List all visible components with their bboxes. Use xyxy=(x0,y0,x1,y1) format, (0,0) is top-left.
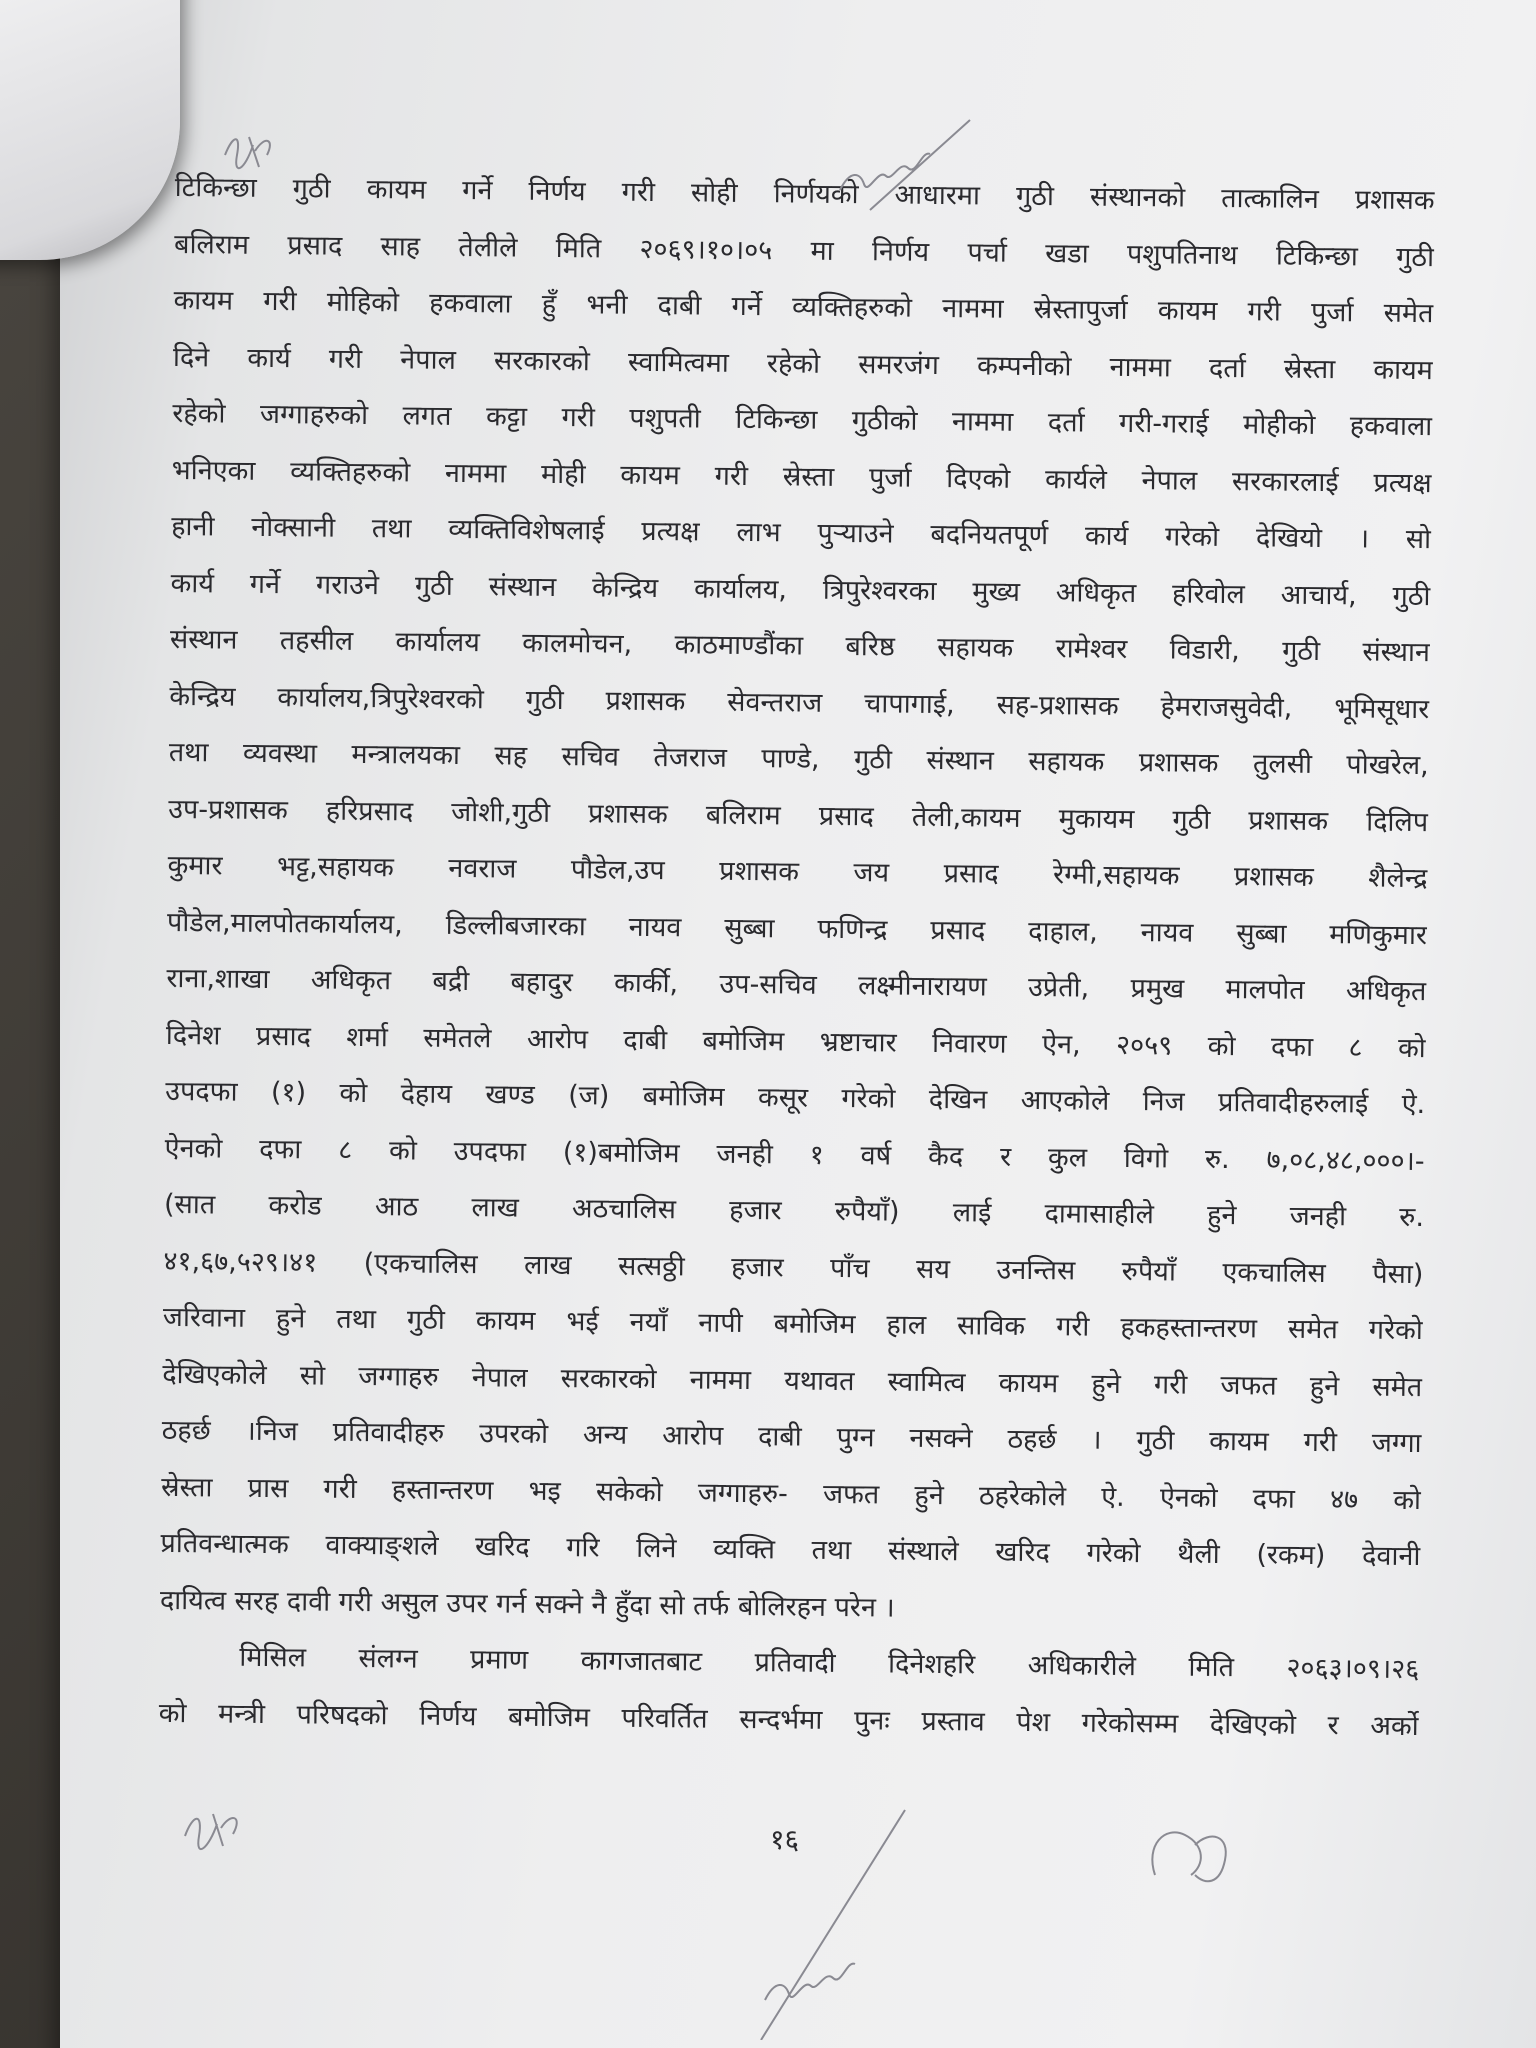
text-line: उप-प्रशासक हरिप्रसाद जोशी,गुठी प्रशासक बलिराम प्रसाद तेली,कायम मुकायम गुठी प्रशासक दिलिप xyxy=(168,793,1429,838)
text-line: राना,शाखा अधिकृत बद्री बहादुर कार्की, उप-सचिव लक्ष्मीनारायण उप्रेती, प्रमुख मालपोत अधिकृत xyxy=(166,962,1427,1008)
text-line: मिसिल संलग्न प्रमाण कागजातबाट प्रतिवादी दिनेशहरि अधिकारीले मिति २०६३।०९।२६ xyxy=(239,1641,1420,1686)
text-line: कायम गरी मोहिको हकवाला हुँ भनी दाबी गर्ने व्यक्तिहरुको नाममा स्रेस्तापुर्जा कायम गरी पुर्जा समेत xyxy=(173,284,1434,330)
text-line: बलिराम प्रसाद साह तेलीले मिति २०६९।१०।०५ मा निर्णय पर्चा खडा पशुपतिनाथ टिकिन्छा गुठी xyxy=(173,228,1435,273)
text-line: संस्थान तहसील कार्यालय कालमोचन, काठमाण्डौंका बरिष्ठ सहायक रामेश्वर विडारी, गुठी संस्थान xyxy=(169,623,1431,669)
text-line: टिकिन्छा गुठी कायम गर्ने निर्णय गरी सोही निर्णयको आधारमा गुठी संस्थानको तात्कालिन प्रशासक xyxy=(174,171,1435,217)
text-line: (सात करोड आठ लाख अठचालिस हजार रुपैयाँ) लाई दामासाहीले हुने जनही रु. xyxy=(163,1188,1425,1234)
text-line: तथा व्यवस्था मन्त्रालयका सह सचिव तेजराज पाण्डे, गुठी संस्थान सहायक प्रशासक तुलसी पोखरेल, xyxy=(168,736,1429,782)
text-line: प्रतिवन्धात्मक वाक्याङ्शले खरिद गरि लिने व्यक्ति तथा संस्थाले खरिद गरेको थैली (रकम) देवानी xyxy=(160,1527,1421,1573)
text-line: पौडेल,मालपोतकार्यालय, डिल्लीबजारका नायव सुब्बा फणिन्द्र प्रसाद दाहाल, नायव सुब्बा मणिकुमार xyxy=(166,906,1428,951)
text-line: दिनेश प्रसाद शर्मा समेतले आरोप दाबी बमोजिम भ्रष्टाचार निवारण ऐन, २०५९ को दफा ८ को xyxy=(165,1019,1426,1064)
text-line: कुमार भट्ट,सहायक नवराज पौडेल,उप प्रशासक जय प्रसाद रेग्मी,सहायक प्रशासक शैलेन्द्र xyxy=(167,849,1428,895)
page-number: १६ xyxy=(770,1823,800,1856)
body-text xyxy=(158,160,1434,1755)
text-line: रहेको जग्गाहरुको लगत कट्टा गरी पशुपती टिकिन्छा गुठीको नाममा दर्ता गरी-गराई मोहीको हकवाला xyxy=(172,397,1433,443)
text-line: ४१,६७,५२९।४१ (एकचालिस लाख सत्सठ्ठी हजार पाँच सय उनन्तिस रुपैयाँ एकचालिस पैसा) xyxy=(163,1245,1424,1290)
text-line: स्रेस्ता प्रास गरी हस्तान्तरण भइ सकेको जग्गाहरु- जफत हुने ठहरेकोले ऐ. ऐनको दफा ४७ को xyxy=(160,1471,1422,1516)
text-line: दायित्व सरह दावी गरी असुल उपर गर्न सक्ने नै हुँदा सो तर्फ बोलिरहन परेन । xyxy=(159,1584,895,1624)
text-line: को मन्त्री परिषदको निर्णय बमोजिम परिवर्तित सन्दर्भमा पुनः प्रस्ताव पेश गरेकोसम्म देखिएको र अर्को xyxy=(158,1697,1419,1742)
text-line: दिने कार्य गरी नेपाल सरकारको स्वामित्वमा रहेको समरजंग कम्पनीको नाममा दर्ता स्रेस्ता कायम xyxy=(172,341,1434,386)
text-line: भनिएका व्यक्तिहरुको नाममा मोही कायम गरी स्रेस्ता पुर्जा दिएको कार्यले नेपाल सरकारलाई प्रत्यक्ष xyxy=(171,454,1432,499)
text-line: जरिवाना हुने तथा गुठी कायम भई नयाँ नापी बमोजिम हाल साविक गरी हकहस्तान्तरण समेत गरेको xyxy=(162,1301,1423,1347)
text-line: केन्द्रिय कार्यालय,त्रिपुरेश्वरको गुठी प्रशासक सेवन्तराज चापागाई, सह-प्रशासक हेमराजसुवेदी, भूमिसूधार xyxy=(169,680,1430,725)
text-line: कार्य गर्ने गराउने गुठी संस्थान केन्द्रिय कार्यालय, त्रिपुरेश्वरका मुख्य अधिकृत हरिवोल आचार्य, गुठी xyxy=(170,567,1431,612)
text-line: देखिएकोले सो जग्गाहरु नेपाल सरकारको नाममा यथावत स्वामित्व कायम हुने गरी जफत हुने समेत xyxy=(162,1358,1423,1403)
text-line: उपदफा (१) को देहाय खण्ड (ज) बमोजिम कसूर गरेको देखिन आएकोले निज प्रतिवादीहरुलाई ऐ. xyxy=(165,1075,1426,1121)
text-line: हानी नोक्सानी तथा व्यक्तिविशेषलाई प्रत्यक्ष लाभ पुर्‍याउने बदनियतपूर्ण कार्य गरेको देखियो । सो xyxy=(170,510,1432,556)
text-line: ठहर्छ ।निज प्रतिवादीहरु उपरको अन्य आरोप दाबी पुग्न नसक्ने ठहर्छ । गुठी कायम गरी जग्गा xyxy=(161,1414,1422,1460)
text-line: ऐनको दफा ८ को उपदफा (१)बमोजिम जनही १ वर्ष कैद र कुल विगो रु. ७,०८,४८,०००।- xyxy=(164,1132,1425,1177)
